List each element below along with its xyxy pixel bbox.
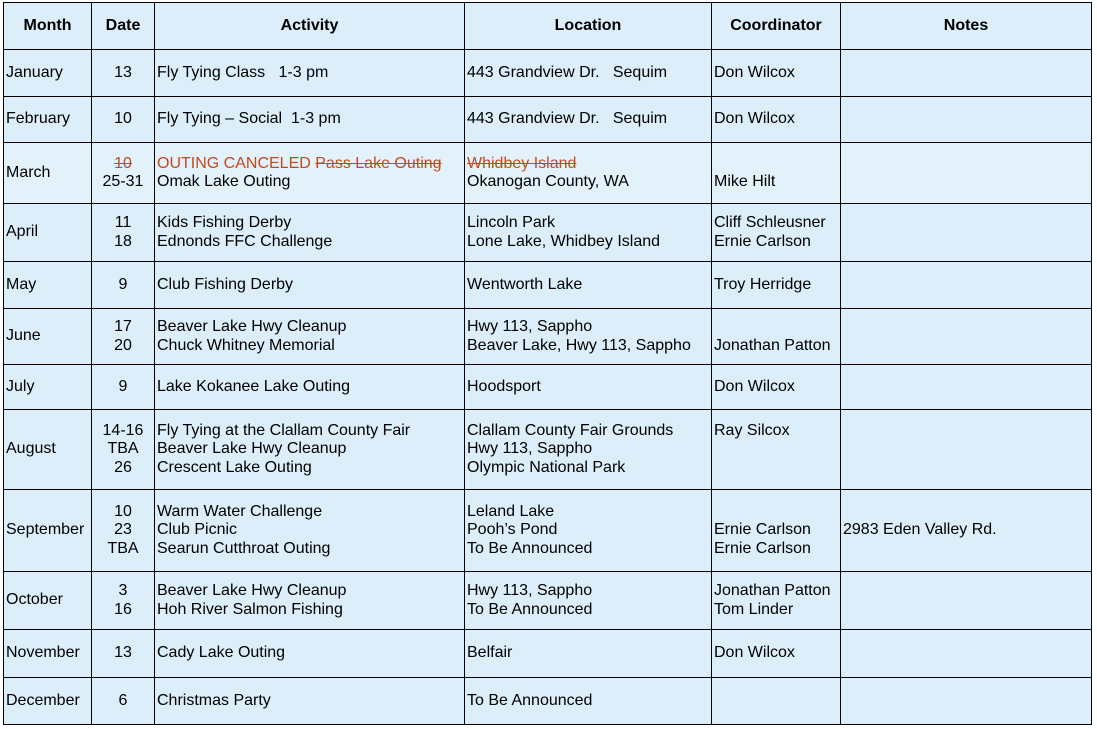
coordinator-cell xyxy=(712,204,841,262)
canceled-notice: OUTING CANCELED xyxy=(157,154,311,172)
schedule-table xyxy=(3,2,1092,725)
activity-cell xyxy=(155,143,465,204)
header-location: Location xyxy=(465,3,712,50)
location-text: To Be Announced xyxy=(467,600,593,618)
date-cell xyxy=(92,410,155,490)
activity-text: Beaver Lake Hwy Cleanup xyxy=(157,582,347,599)
month-cell: January xyxy=(4,50,92,97)
date-text: 17 xyxy=(114,318,132,335)
activity-text: Kids Fishing Derby xyxy=(157,214,292,231)
location-cell xyxy=(465,678,712,725)
month-cell: July xyxy=(4,365,92,410)
location-text: Lincoln Park xyxy=(467,214,556,231)
coordinator-cell xyxy=(712,50,841,97)
activity-cell xyxy=(155,309,465,365)
location-text: Hwy 113, Sappho xyxy=(467,440,593,458)
activity-text: Fly Tying Class 1-3 pm xyxy=(157,63,329,81)
date-text: 10 xyxy=(114,502,132,520)
location-cell xyxy=(465,490,712,572)
coordinator-cell xyxy=(712,262,841,309)
coordinator-text: Ernie Carlson xyxy=(714,539,811,557)
table-row xyxy=(4,262,1092,309)
activity-cell xyxy=(155,630,465,678)
location-text: To Be Announced xyxy=(467,691,593,709)
coordinator-cell xyxy=(712,572,841,630)
activity-text: Warm Water Challenge xyxy=(157,502,323,520)
location-text: Pooh’s Pond xyxy=(467,521,558,539)
date-text: 3 xyxy=(118,582,128,599)
coordinator-text: Don Wilcox xyxy=(714,63,795,81)
activity-cell xyxy=(155,365,465,410)
activity-cell xyxy=(155,262,465,309)
location-cell xyxy=(465,97,712,143)
date-text: TBA xyxy=(107,440,139,458)
notes-cell xyxy=(841,143,1092,204)
location-cell xyxy=(465,309,712,365)
activity-text: Ednonds FFC Challenge xyxy=(157,232,333,250)
date-cell xyxy=(92,262,155,309)
table-row xyxy=(4,490,1092,572)
month-cell: September xyxy=(4,490,92,572)
header-activity: Activity xyxy=(155,3,465,50)
date-text: 18 xyxy=(114,232,132,250)
activity-text: Fly Tying – Social 1-3 pm xyxy=(157,110,341,128)
activity-cell xyxy=(155,204,465,262)
coordinator-cell xyxy=(712,365,841,410)
table-row xyxy=(4,309,1092,365)
date-cell xyxy=(92,365,155,410)
date-text: 16 xyxy=(114,600,132,618)
table-row xyxy=(4,678,1092,725)
date-text: 25-31 xyxy=(102,173,144,190)
activity-text: Searun Cutthroat Outing xyxy=(157,539,331,557)
notes-cell xyxy=(841,365,1092,410)
table-row xyxy=(4,50,1092,97)
coordinator-cell xyxy=(712,143,841,204)
header-date: Date xyxy=(92,3,155,50)
coordinator-text: Don Wilcox xyxy=(714,110,795,128)
activity-text: Club Fishing Derby xyxy=(157,275,294,293)
month-cell: June xyxy=(4,309,92,365)
notes-cell xyxy=(841,97,1092,143)
table-row xyxy=(4,204,1092,262)
date-text: 14-16 xyxy=(102,421,144,439)
activity-text: Chuck Whitney Memorial xyxy=(157,336,335,354)
table-row xyxy=(4,97,1092,143)
month-cell: November xyxy=(4,630,92,678)
notes-cell xyxy=(841,262,1092,309)
activity-cell xyxy=(155,572,465,630)
location-text: Leland Lake xyxy=(467,502,555,520)
location-text: 443 Grandview Dr. Sequim xyxy=(467,110,668,128)
notes-cell xyxy=(841,630,1092,678)
location-text: To Be Announced xyxy=(467,539,593,557)
date-text: 26 xyxy=(114,458,132,476)
notes-cell xyxy=(841,204,1092,262)
date-text: 23 xyxy=(114,521,132,539)
coordinator-text: Ray Silcox xyxy=(714,421,790,439)
coordinator-text: Cliff Schleusner xyxy=(714,214,826,231)
activity-text: Fly Tying at the Clallam County Fair xyxy=(157,421,411,439)
activity-text: Club Picnic xyxy=(157,521,238,539)
header-coordinator: Coordinator xyxy=(712,3,841,50)
coordinator-text: Troy Herridge xyxy=(714,275,812,293)
month-cell: August xyxy=(4,410,92,490)
canceled-date-text: 10 xyxy=(114,154,132,172)
location-text: Beaver Lake, Hwy 113, Sappho xyxy=(467,336,691,354)
activity-cell xyxy=(155,490,465,572)
coordinator-text: Tom Linder xyxy=(714,600,794,618)
location-cell xyxy=(465,365,712,410)
date-text: 10 xyxy=(114,110,132,128)
date-cell xyxy=(92,490,155,572)
table-row xyxy=(4,630,1092,678)
date-cell xyxy=(92,204,155,262)
date-text: 20 xyxy=(114,336,132,354)
coordinator-text: Ernie Carlson xyxy=(714,232,811,250)
notes-cell xyxy=(841,490,1092,572)
location-text: Hwy 113, Sappho xyxy=(467,582,593,599)
coordinator-cell xyxy=(712,490,841,572)
date-cell xyxy=(92,50,155,97)
month-cell: October xyxy=(4,572,92,630)
coordinator-text: Ernie Carlson xyxy=(714,521,811,539)
coordinator-text: Don Wilcox xyxy=(714,377,795,395)
date-cell xyxy=(92,630,155,678)
coordinator-cell xyxy=(712,630,841,678)
header-row xyxy=(4,3,1092,50)
location-text: Clallam County Fair Grounds xyxy=(467,421,674,439)
activity-text: Beaver Lake Hwy Cleanup xyxy=(157,440,347,458)
location-text: Wentworth Lake xyxy=(467,275,583,293)
coordinator-cell xyxy=(712,309,841,365)
notes-cell xyxy=(841,678,1092,725)
month-cell: May xyxy=(4,262,92,309)
location-text: Hoodsport xyxy=(467,377,541,395)
coordinator-text: Jonathan Patton xyxy=(714,336,831,354)
location-text: Belfair xyxy=(467,644,513,662)
location-text: Okanogan County, WA xyxy=(467,173,629,190)
month-cell: March xyxy=(4,143,92,204)
date-text: 13 xyxy=(114,63,132,81)
date-text: 13 xyxy=(114,644,132,662)
table-row xyxy=(4,143,1092,204)
table-row xyxy=(4,572,1092,630)
date-cell xyxy=(92,572,155,630)
activity-text: Hoh River Salmon Fishing xyxy=(157,600,343,618)
notes-cell xyxy=(841,50,1092,97)
date-text: 6 xyxy=(118,691,128,709)
date-cell xyxy=(92,97,155,143)
date-text: 9 xyxy=(118,377,128,395)
activity-cell xyxy=(155,97,465,143)
date-text: 11 xyxy=(114,214,132,231)
table-row xyxy=(4,410,1092,490)
activity-text: Cady Lake Outing xyxy=(157,644,286,662)
month-cell: December xyxy=(4,678,92,725)
activity-text: Christmas Party xyxy=(157,691,271,709)
location-text: Olympic National Park xyxy=(467,458,626,476)
activity-text: Lake Kokanee Lake Outing xyxy=(157,377,351,395)
header-notes: Notes xyxy=(841,3,1092,50)
canceled-location-text: Whidbey Island xyxy=(467,154,577,172)
activity-text: Beaver Lake Hwy Cleanup xyxy=(157,318,347,335)
location-text: Hwy 113, Sappho xyxy=(467,318,593,335)
date-cell xyxy=(92,678,155,725)
coordinator-text: Mike Hilt xyxy=(714,173,776,190)
coordinator-cell xyxy=(712,410,841,490)
location-text: Lone Lake, Whidbey Island xyxy=(467,232,661,250)
activity-text: Crescent Lake Outing xyxy=(157,458,312,476)
activity-cell xyxy=(155,678,465,725)
month-cell: February xyxy=(4,97,92,143)
location-cell xyxy=(465,262,712,309)
coordinator-cell xyxy=(712,97,841,143)
activity-text: Omak Lake Outing xyxy=(157,173,291,190)
activity-cell xyxy=(155,50,465,97)
location-cell xyxy=(465,204,712,262)
notes-cell xyxy=(841,410,1092,490)
location-cell xyxy=(465,410,712,490)
canceled-activity-text: Pass Lake Outing xyxy=(315,154,442,172)
notes-cell xyxy=(841,309,1092,365)
coordinator-cell xyxy=(712,678,841,725)
notes-cell xyxy=(841,572,1092,630)
date-cell xyxy=(92,143,155,204)
location-cell xyxy=(465,572,712,630)
date-text: TBA xyxy=(107,539,139,557)
table-row xyxy=(4,365,1092,410)
date-text: 9 xyxy=(118,275,128,293)
coordinator-text: Jonathan Patton xyxy=(714,582,831,599)
activity-cell xyxy=(155,410,465,490)
month-cell: April xyxy=(4,204,92,262)
date-cell xyxy=(92,309,155,365)
location-cell xyxy=(465,143,712,204)
coordinator-text: Don Wilcox xyxy=(714,644,795,662)
location-cell xyxy=(465,50,712,97)
notes-text: 2983 Eden Valley Rd. xyxy=(843,521,997,539)
header-month: Month xyxy=(4,3,92,50)
location-cell xyxy=(465,630,712,678)
location-text: 443 Grandview Dr. Sequim xyxy=(467,63,668,81)
